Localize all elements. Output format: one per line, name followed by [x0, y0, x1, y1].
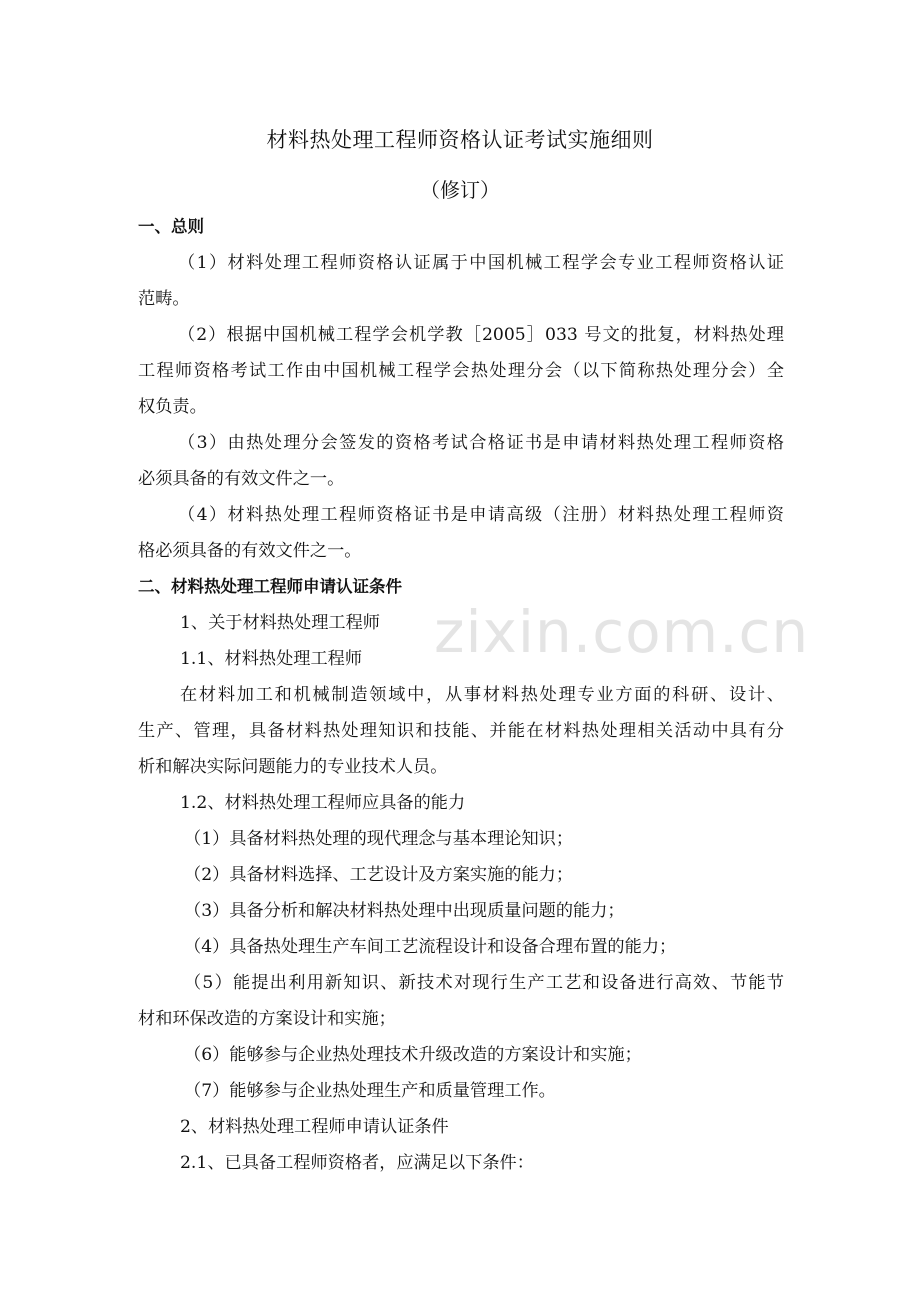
list-item: （1）具备材料热处理的现代理念与基本理论知识；: [184, 829, 574, 849]
list-item: （6）能够参与企业热处理技术升级改造的方案设计和实施；: [184, 1045, 642, 1065]
subsection-heading: 1.2、材料热处理工程师应具备的能力: [180, 793, 466, 813]
paragraph-line: 格必须具备的有效文件之一。: [138, 541, 362, 561]
paragraph-line: （1）材料处理工程师资格认证属于中国机械工程学会专业工程师资格认证: [178, 253, 784, 273]
list-item: （7）能够参与企业热处理生产和质量管理工作。: [184, 1081, 556, 1101]
subsection-heading: 1、关于材料热处理工程师: [180, 613, 380, 633]
paragraph-line: 工程师资格考试工作由中国机械工程学会热处理分会（以下简称热处理分会）全: [138, 361, 784, 381]
list-item: （4）具备热处理生产车间工艺流程设计和设备合理布置的能力；: [184, 937, 677, 957]
paragraph-line: 范畴。: [138, 289, 190, 309]
section-heading-general: 一、总则: [138, 217, 204, 236]
document-subtitle: （修订）: [420, 178, 500, 202]
paragraph-line: （2）根据中国机械工程学会机学教［2005］033 号文的批复，材料热处理: [178, 325, 784, 345]
list-item: （3）具备分析和解决材料热处理中出现质量问题的能力；: [184, 901, 625, 921]
subsection-heading: 1.1、材料热处理工程师: [180, 649, 363, 669]
paragraph-line: （3）由热处理分会签发的资格考试合格证书是申请材料热处理工程师资格: [178, 433, 784, 453]
paragraph-line: 必须具备的有效文件之一。: [138, 469, 345, 489]
list-item: （5）能提出利用新知识、新技术对现行生产工艺和设备进行高效、节能节: [184, 973, 784, 993]
watermark-text: zixin.com.cn: [434, 598, 810, 666]
document-title: 材料热处理工程师资格认证考试实施细则: [266, 128, 654, 152]
paragraph-line: （4）材料热处理工程师资格证书是申请高级（注册）材料热处理工程师资: [178, 505, 784, 525]
section-heading-conditions: 二、材料热处理工程师申请认证条件: [138, 577, 402, 596]
paragraph-line: 在材料加工和机械制造领域中，从事材料热处理专业方面的科研、设计、: [180, 685, 784, 705]
subsection-heading: 2、材料热处理工程师申请认证条件: [180, 1117, 449, 1137]
paragraph-line: 析和解决实际问题能力的专业技术人员。: [138, 757, 448, 777]
list-item: （2）具备材料选择、工艺设计及方案实施的能力；: [184, 865, 574, 885]
paragraph-line: 生产、管理，具备材料热处理知识和技能、并能在材料热处理相关活动中具有分: [138, 721, 784, 741]
subsection-heading: 2.1、已具备工程师资格者，应满足以下条件：: [180, 1153, 534, 1173]
list-item-continuation: 材和环保改造的方案设计和实施；: [138, 1009, 396, 1029]
paragraph-line: 权负责。: [138, 397, 207, 417]
